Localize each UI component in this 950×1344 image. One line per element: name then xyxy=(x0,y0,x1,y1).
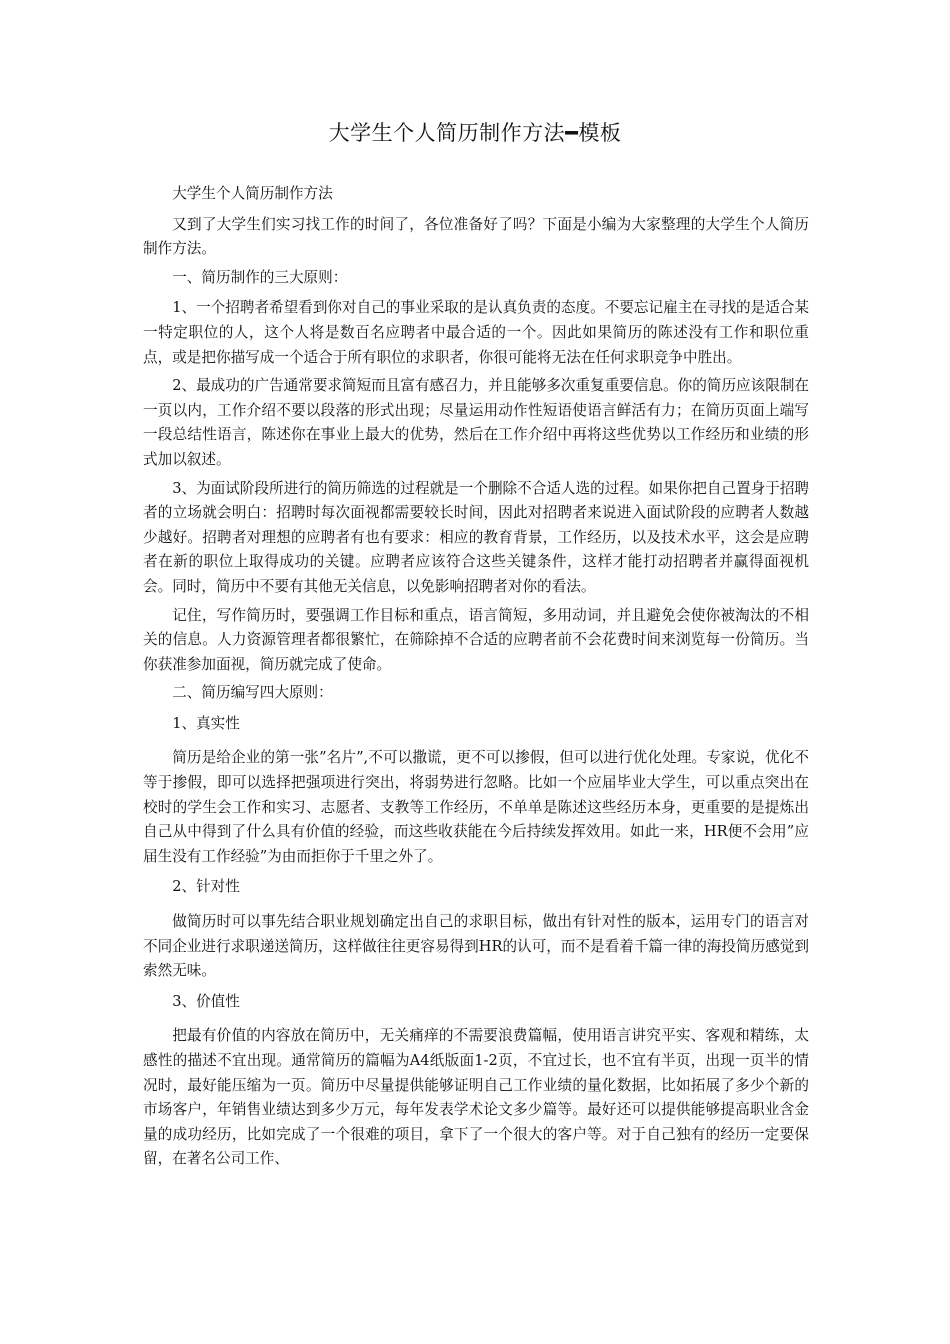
section-heading: 大学生个人简历制作方法 xyxy=(172,185,333,202)
body-paragraph: 1、一个招聘者希望看到你对自己的事业采取的是认真负责的态度。不要忘记雇主在寻找的是适合某一特定职位的人，这个人将是数百名应聘者中最合适的一个。因此如果简历的陈述没有工作和职位重点，或是把你描写成一个适合于所有职位的求职者，你很可能将无法在任何求职竞争中胜出。 xyxy=(143,299,810,366)
body-paragraph: 记住，写作简历时，要强调工作目标和重点，语言简短，多用动词，并且避免会使你被淘汰的不相关的信息。人力资源管理者都很繁忙，在筛除掉不合适的应聘者前不会花费时间来浏览每一份简历。当你获准参加面视，简历就完成了使命。 xyxy=(143,606,809,673)
document-title: 大学生个人简历制作方法━模板 xyxy=(328,121,622,145)
subsection-heading: 3、价值性 xyxy=(172,992,240,1010)
body-paragraph: 又到了大学生们实习找工作的时间了，各位准备好了吗？下面是小编为大家整理的大学生个人简历制作方法。 xyxy=(143,215,809,258)
document-body xyxy=(143,182,809,1176)
subsection-heading: 1、真实性 xyxy=(172,714,240,732)
body-paragraph: 2、最成功的广告通常要求简短而且富有感召力，并且能够多次重复重要信息。你的简历应该限制在一页以内，工作介绍不要以段落的形式出现；尽量运用动作性短语使语言鲜活有力；在简历页面上端写一段总结性语言，陈述你在事业上最大的优势，然后在工作介绍中再将这些优势以工作经历和业绩的形式加以叙述。 xyxy=(143,377,810,468)
body-paragraph: 做简历时可以事先结合职业规划确定出自己的求职目标，做出有针对性的版本，运用专门的语言对不同企业进行求职递送简历，这样做往往更容易得到HR的认可，而不是看着千篇一律的海投简历感觉到索然无味。 xyxy=(143,913,809,980)
body-paragraph: 3、为面试阶段所进行的简历筛选的过程就是一个删除不合适人选的过程。如果你把自己置身于招聘者的立场就会明白：招聘时每次面视都需要较长时间，因此对招聘者来说进入面试阶段的应聘者人数越少越好。招聘者对理想的应聘者有也有要求：相应的教育背景，工作经历，以及技术水平，这会是应聘者在新的职位上取得成功的关键。应聘者应该符合这些关键条件，这样才能打动招聘者并赢得面视机会。同时，简历中不要有其他无关信息，以免影响招聘者对你的看法。 xyxy=(143,479,810,595)
section-heading: 二、简历编写四大原则： xyxy=(172,684,333,702)
section-heading: 一、简历制作的三大原则： xyxy=(172,268,348,286)
body-paragraph: 简历是给企业的第一张”名片”,不可以撒谎，更不可以掺假，但可以进行优化处理。专家说，优化不等于掺假，即可以选择把强项进行突出，将弱势进行忽略。比如一个应届毕业大学生，可以重点突出在校时的学生会工作和实习、志愿者、支教等工作经历，不单单是陈述这些经历本身，更重要的是提炼出自己从中得到了什么具有价值的经验，而这些收获能在今后持续发挥效用。如此一来，HR便不会用”应届生没有工作经验”为由而拒你于千里之外了。 xyxy=(143,749,809,865)
body-paragraph: 把最有价值的内容放在简历中，无关痛痒的不需要浪费篇幅，使用语言讲究平实、客观和精练，太感性的描述不宜出现。通常简历的篇幅为A4纸版面1-2页，不宜过长，也不宜有半页，出现一页半的情况时，最好能压缩为一页。简历中尽量提供能够证明自己工作业绩的量化数据，比如拓展了多少个新的市场客户，年销售业绩达到多少万元，每年发表学术论文多少篇等。最好还可以提供能够提高职业含金量的成功经历，比如完成了一个很难的项目，拿下了一个很大的客户等。对于自己独有的经历一定要保留，在著名公司工作、 xyxy=(143,1027,809,1168)
subsection-heading: 2、针对性 xyxy=(172,878,240,896)
